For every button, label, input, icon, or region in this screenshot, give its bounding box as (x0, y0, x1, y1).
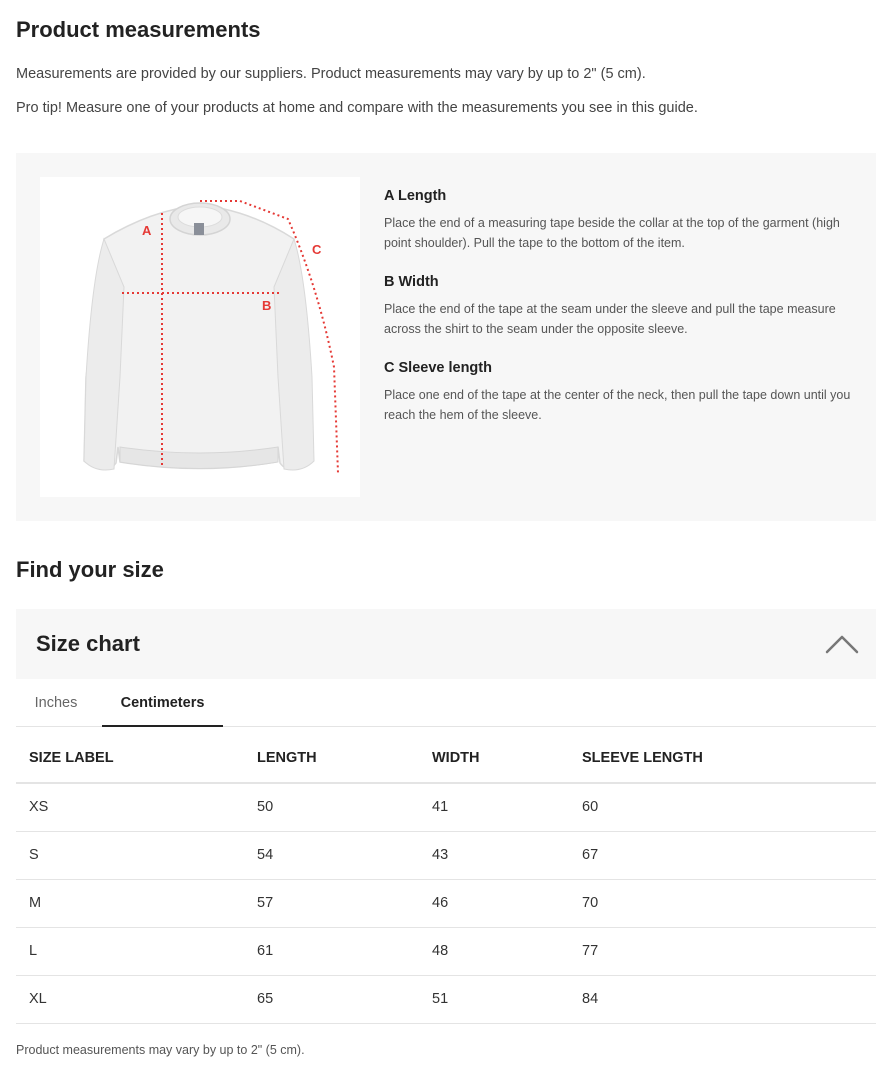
guide-item-width (384, 274, 854, 339)
cell-width: 51 (419, 975, 569, 1023)
pro-tip-text: Pro tip! Measure one of your products at home and compare with the measurements you see in this guide. (16, 100, 698, 116)
footer-note: Product measurements may vary by up to 2" (5 cm). (16, 1043, 305, 1057)
cell-width: 46 (419, 879, 569, 927)
cell-size: XL (16, 975, 244, 1023)
table-header-row (16, 733, 876, 783)
size-chart-title: Size chart (36, 631, 140, 656)
marker-b: B (262, 298, 272, 313)
unit-tabs (16, 680, 876, 727)
column-header-width: WIDTH (419, 733, 569, 783)
table-row (16, 975, 876, 1023)
guide-item-length (384, 188, 854, 253)
guide-item-title: B Width (384, 274, 439, 290)
column-header-size-label: SIZE LABEL (16, 733, 244, 783)
find-your-size-heading: Find your size (16, 557, 164, 582)
column-header-length: LENGTH (244, 733, 419, 783)
cell-sleeve-length: 60 (569, 783, 876, 831)
table-row (16, 783, 876, 831)
cell-width: 48 (419, 927, 569, 975)
marker-a: A (142, 223, 152, 238)
chevron-up-icon[interactable] (824, 631, 860, 657)
tab-inches[interactable]: Inches (34, 695, 78, 711)
cell-length: 65 (244, 975, 419, 1023)
cell-length: 57 (244, 879, 419, 927)
sweatshirt-diagram (40, 177, 360, 497)
cell-sleeve-length: 67 (569, 831, 876, 879)
cell-size: L (16, 927, 244, 975)
cell-length: 54 (244, 831, 419, 879)
cell-sleeve-length: 70 (569, 879, 876, 927)
guide-item-title: A Length (384, 188, 447, 204)
measurement-guide (16, 153, 876, 521)
cell-length: 50 (244, 783, 419, 831)
tab-centimeters[interactable]: Centimeters (102, 680, 223, 727)
cell-width: 43 (419, 831, 569, 879)
guide-item-text: Place the end of a measuring tape beside the collar at the top of the garment (high point shoulder). Pull the tape to the bottom of the item. (384, 216, 840, 250)
column-header-sleeve-length: SLEEVE LENGTH (569, 733, 876, 783)
marker-c: C (312, 242, 322, 257)
guide-item-title: C Sleeve length (384, 360, 492, 376)
cell-sleeve-length: 84 (569, 975, 876, 1023)
size-chart-accordion-header[interactable] (16, 609, 876, 679)
cell-size: S (16, 831, 244, 879)
guide-item-text: Place the end of the tape at the seam under the sleeve and pull the tape measure across the shirt to the seam under the opposite sleeve. (384, 302, 836, 336)
size-table (16, 733, 876, 1024)
table-row (16, 927, 876, 975)
cell-sleeve-length: 77 (569, 927, 876, 975)
cell-size: XS (16, 783, 244, 831)
page-title: Product measurements (16, 17, 261, 42)
cell-length: 61 (244, 927, 419, 975)
table-row (16, 831, 876, 879)
intro-text: Measurements are provided by our suppliers. Product measurements may vary by up to 2" (5 cm). (16, 66, 646, 82)
cell-size: M (16, 879, 244, 927)
guide-item-sleeve-length (384, 360, 854, 425)
guide-item-text: Place one end of the tape at the center of the neck, then pull the tape down until you reach the hem of the sleeve. (384, 388, 851, 422)
table-row (16, 879, 876, 927)
sweatshirt-icon (40, 177, 360, 497)
cell-width: 41 (419, 783, 569, 831)
